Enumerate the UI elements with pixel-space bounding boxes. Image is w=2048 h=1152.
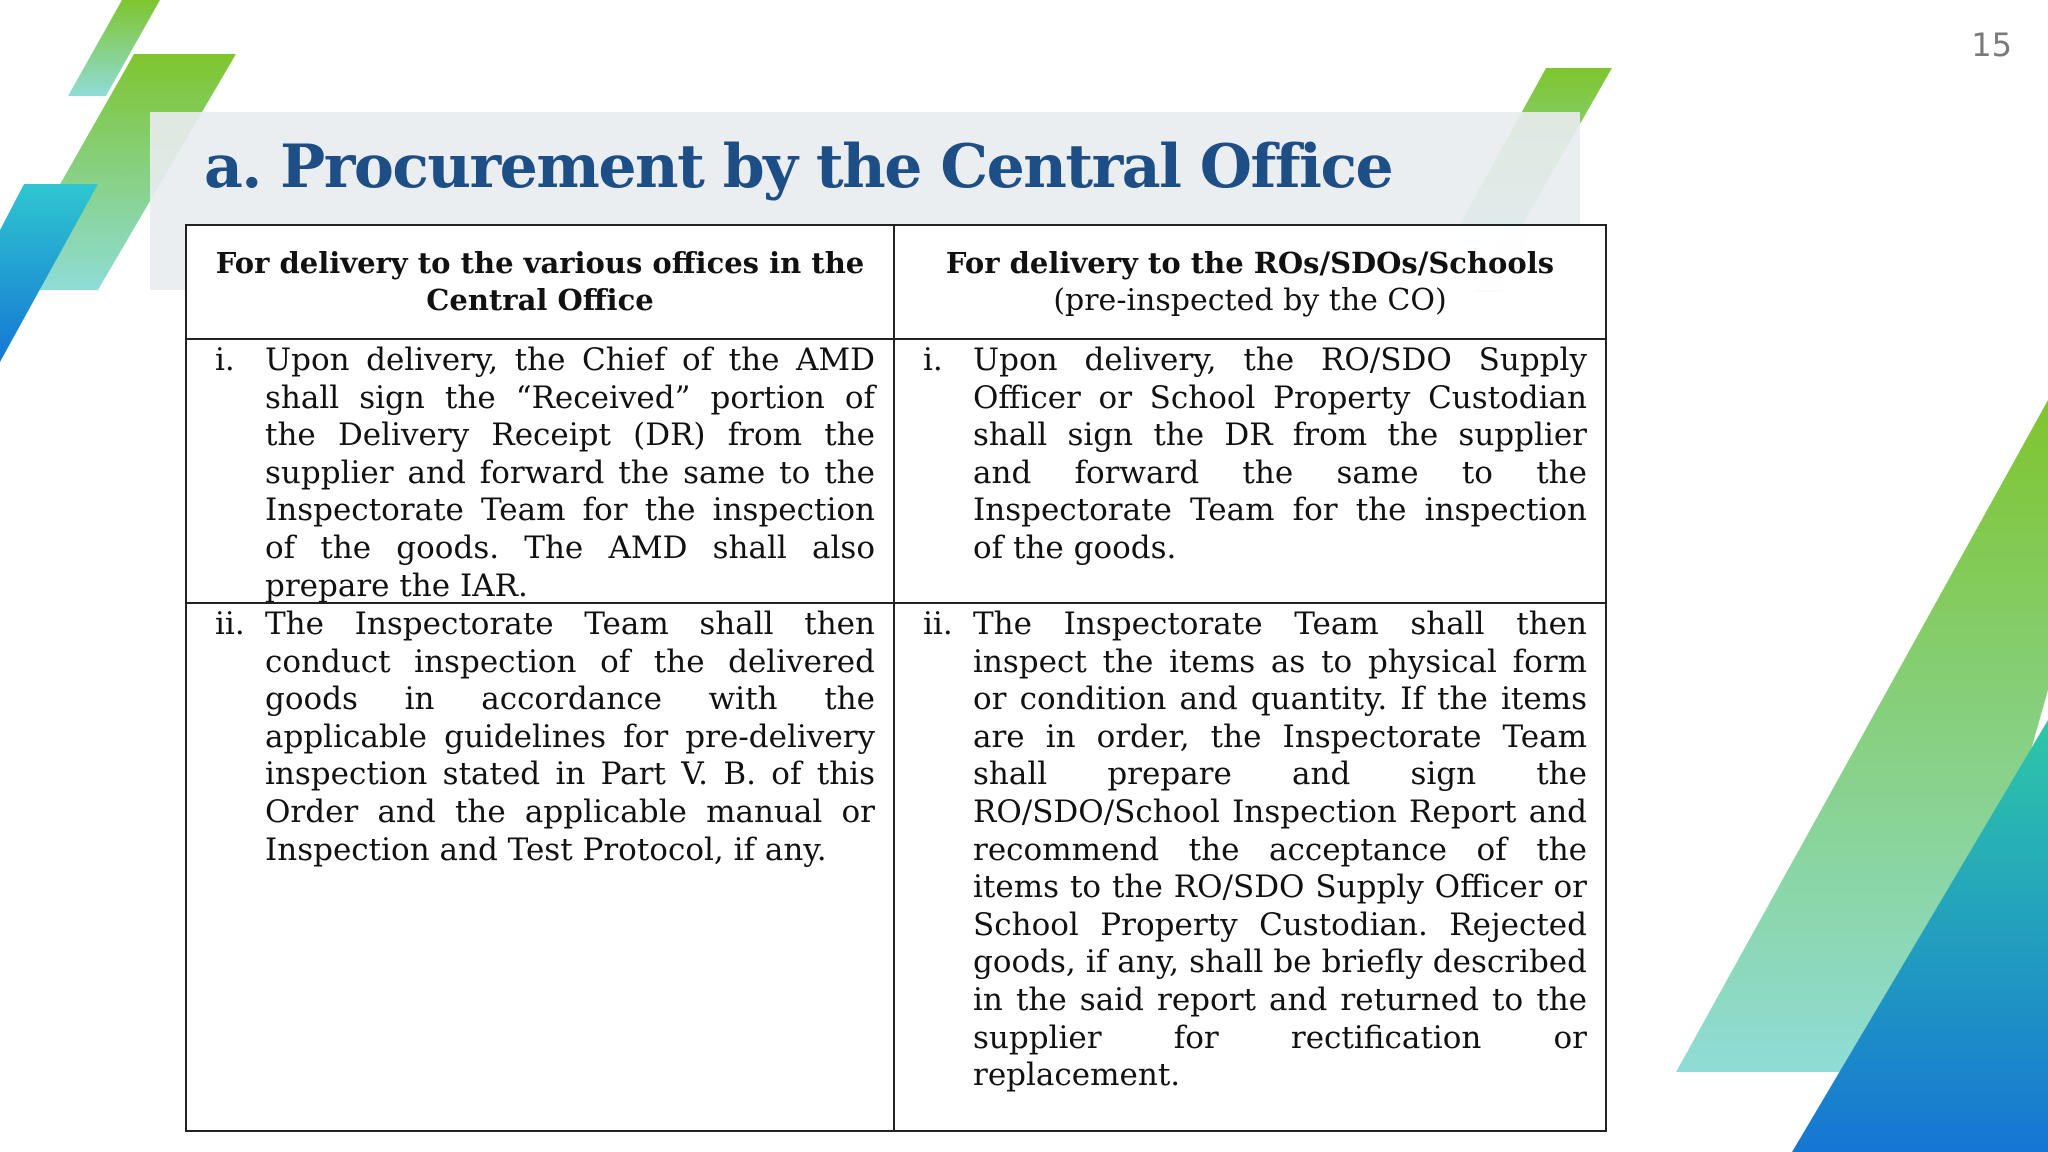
item-number: ii. bbox=[923, 606, 953, 642]
table-cell-row1-col2 bbox=[895, 340, 1605, 604]
item-text: Upon delivery, the RO/SDO Supply Officer or School Property Custodian shall sign the DR from the supplier and forward the same to the Inspectorate Team for the inspection of the goods. bbox=[973, 342, 1587, 566]
table-cell-row1-col1 bbox=[187, 340, 895, 604]
header-central-office: For delivery to the various offices in the Central Office bbox=[215, 246, 865, 317]
item-text: Upon delivery, the Chief of the AMD shall sign the “Received” portion of the Delivery Receipt (DR) from the supplier and forward the same to the Inspectorate Team for the inspection of the goods. The AMD shall also prepare the IAR. bbox=[265, 342, 875, 604]
scanned-table-image bbox=[185, 224, 1607, 1132]
item-text: The Inspectorate Team shall then conduct inspection of the delivered goods in accordance with the applicable guidelines for pre-delivery inspection stated in Part V. B. of this Order and the applicable manual or Inspection and Test Protocol, if any. bbox=[265, 606, 875, 868]
header-cell-ro-sdo bbox=[895, 226, 1605, 340]
header-cell-central-office bbox=[187, 226, 895, 340]
item-number: i. bbox=[215, 342, 235, 378]
page-number: 15 bbox=[1971, 26, 2012, 64]
table-cell-row2-col1 bbox=[187, 604, 895, 1130]
header-ro-sdo: For delivery to the ROs/SDOs/Schools bbox=[945, 246, 1555, 280]
header-ro-sdo-note: (pre-inspected by the CO) bbox=[1053, 283, 1447, 318]
slide-title: a. Procurement by the Central Office bbox=[204, 132, 1393, 202]
item-number: ii. bbox=[215, 606, 245, 642]
item-number: i. bbox=[923, 342, 943, 378]
table-cell-row2-col2 bbox=[895, 604, 1605, 1130]
item-text: The Inspectorate Team shall then inspect the items as to physical form or condition and quantity. If the items are in order, the Inspectorate Team shall prepare and sign the RO/SDO/School Inspection Report and recommend the acceptance of the items to the RO/SDO Supply Officer or School Property Custodian. Rejected goods, if any, shall be briefly described in the said report and returned to the supplier for rectification or replacement. bbox=[973, 606, 1587, 1094]
